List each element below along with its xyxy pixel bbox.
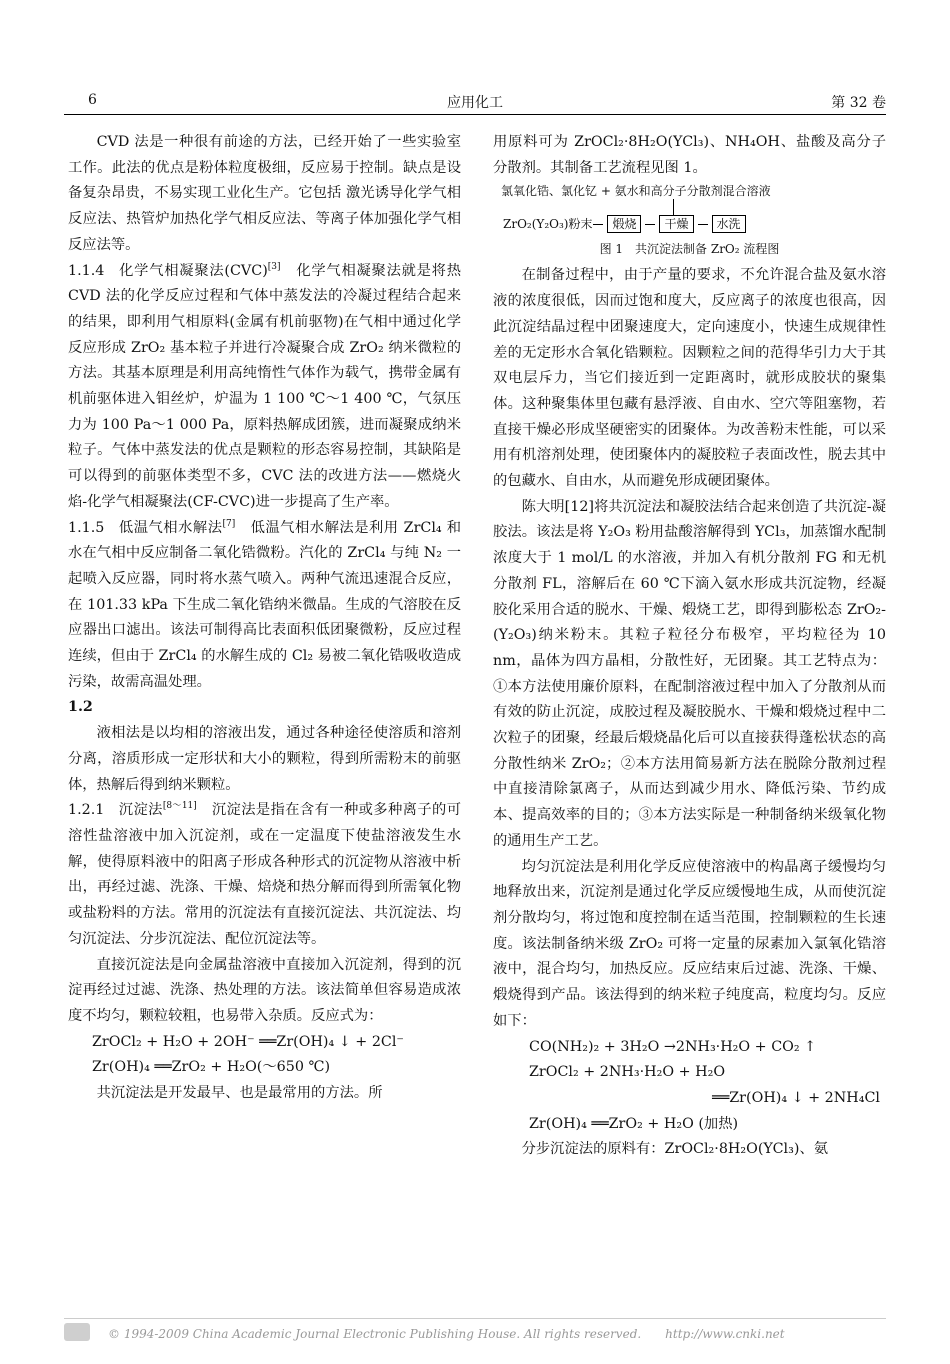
flowchart-connector	[673, 199, 674, 215]
section-title: 沉淀法	[118, 802, 163, 819]
flowchart-figure	[493, 181, 886, 263]
section-number: 1.1.5	[68, 519, 105, 536]
section-number: 1.1.4	[68, 262, 105, 279]
paragraph: CVD 法是一种很有前途的方法，已经开始了一些实验室工作。此法的优点是粉体粒度极细，反应易于控制。缺点是设备复杂昂贵，不易实现工业化生产。它包括 激光诱导化学气相反应法、热管炉加热化学气相反应法、等离子体加强化学气相反应法等。	[68, 134, 461, 253]
section-paragraph	[68, 259, 461, 516]
section-title: 低温气相水解法	[118, 519, 223, 536]
section-number: 1.2.1	[68, 802, 105, 819]
paragraph: 液相法是以均相的溶液出发，通过各种途径使溶质和溶剂分离，溶质形成一定形状和大小的颗粒，得到所需粉末的前驱体，热解后得到纳米颗粒。	[68, 725, 461, 793]
flowchart-arrow	[593, 224, 603, 225]
flowchart-steps	[503, 215, 749, 233]
flowchart-step-calcine: 煅烧	[607, 215, 641, 233]
section-body: 低温气相水解法是利用 ZrCl₄ 和水在气相中反应制备二氧化锆微粉。汽化的 ZrCl₄ 与纯 N₂ 一起喷入反应器，同时将水蒸气喷入。两种气流迅速混合反应，在 101.33 kPa 下生成二氧化锆纳米微晶。生成的气溶胶在反应器出口滤出。该法可制得高比表面积低团聚微粉，反应过程连续，但由于 ZrCl₄ 的水解生成的 Cl₂ 易被二氧化锆吸收造成污染，故需高温处理。	[68, 519, 462, 690]
section-body: 化学气相凝聚法就是将热 CVD 法的化学反应过程和气体中蒸发法的冷凝过程结合起来的结果，即利用气相原料(金属有机前驱物)在气相中通过化学反应形成 ZrO₂ 基本粒子并进行冷凝聚合成 ZrO₂ 纳米微粒的方法。其基本原理是利用高纯惰性气体作为载气，携带金属有机前驱体进入钼丝炉，炉温为 1 100 ℃～1 400 ℃，气氛压力为 100 Pa～1 000 Pa，原料热解成团簇，进而凝聚成纳米粒子。气体中蒸发法的优点是颗粒的形态容易控制，其缺陷是可以得到的前驱体类型不多，CVC 法的改进方法——燃烧火焰-化学气相凝聚法(CF-CVC)进一步提高了生产率。	[68, 262, 462, 510]
journal-title: 应用化工	[447, 95, 503, 111]
equation: ZrOCl₂ + 2NH₃·H₂O + H₂O	[529, 1064, 726, 1081]
paragraph: 在制备过程中，由于产量的要求，不允许混合盐及氨水溶液的浓度很低，因而过饱和度大，反应离子的浓度也很高，因此沉淀结晶过程中团聚速度大，定向速度小，快速生成规律性差的无定形水合氧化锆颗粒。因颗粒之间的范得华引力大于其双电层斥力，当它们接近到一定距离时，就形成胶状的聚集体。这种聚集体里包藏有悬浮液、自由水、空穴等阻塞物，若直接干燥必形成坚硬密实的团聚体。为改善粉末性能，可以采用有机溶剂处理，使团聚体内的凝胶粒子表面改性，脱去其中的包藏水、自由水，从而避免形成硬团聚体。	[493, 267, 886, 490]
footer	[64, 1318, 886, 1347]
section-paragraph	[68, 798, 461, 952]
citation-ref: [8～11]	[162, 801, 197, 812]
paragraph: 均匀沉淀法是利用化学反应使溶液中的构晶离子缓慢均匀地释放出来，沉淀剂是通过化学反应缓慢地生成，从而使沉淀剂分散均匀，将过饱和度控制在适当范围，控制颗粒的生长速度。该法制备纳米级 ZrO₂ 可将一定量的尿素加入氯氧化锆溶液中，混合均匀，加热反应。反应结束后过滤、洗涤、干燥、煅烧得到产品。该法得到的纳米粒子纯度高，粒度均匀。反应如下：	[493, 858, 886, 1029]
equation: CO(NH₂)₂ + 3H₂O →2NH₃·H₂O + CO₂ ↑	[529, 1038, 817, 1055]
page-header	[64, 92, 886, 115]
flowchart-output-label: ZrO₂(Y₂O₃)粉末	[503, 217, 593, 232]
equation: ══Zr(OH)₄ ↓ + 2NH₄Cl	[712, 1089, 880, 1106]
flowchart-arrow	[645, 224, 655, 225]
section-heading: 1.2	[68, 699, 93, 716]
paragraph: 用原料可为 ZrOCl₂·8H₂O(YCl₃)、NH₄OH、盐酸及高分子分散剂。其制备工艺流程见图 1。	[493, 134, 886, 176]
equation: Zr(OH)₄ ══ZrO₂ + H₂O (加热)	[529, 1115, 739, 1132]
citation-ref: [3]	[267, 261, 281, 272]
figure-caption: 图 1 共沉淀法制备 ZrO₂ 流程图	[599, 242, 780, 257]
page-number: 6	[88, 92, 97, 108]
left-column	[68, 130, 461, 1107]
paragraph: 分步沉淀法的原料有：ZrOCl₂·8H₂O(YCl₃)、氨	[521, 1141, 829, 1158]
copyright-notice: © 1994-2009 China Academic Journal Electronic Publishing House. All rights reserved. http://www.cnki.net	[108, 1327, 785, 1341]
flowchart-input-label: 氯氧化锆、氯化钇 + 氨水和高分子分散剂混合溶液	[501, 184, 771, 199]
section-body: 沉淀法是指在含有一种或多种离子的可溶性盐溶液中加入沉淀剂，或在一定温度下使盐溶液发生水解，使得原料液中的阳离子形成各种形式的沉淀物从溶液中析出，再经过滤、洗涤、干燥、焙烧和热分解而得到所需氧化物或盐粉料的方法。常用的沉淀法有直接沉淀法、共沉淀法、均匀沉淀法、分步沉淀法、配位沉淀法等。	[68, 802, 462, 947]
flowchart-arrow	[698, 224, 708, 225]
section-paragraph	[68, 516, 461, 696]
equation: ZrOCl₂ + H₂O + 2OH⁻ ══Zr(OH)₄ ↓ + 2Cl⁻	[92, 1033, 404, 1050]
cnki-logo	[64, 1323, 90, 1341]
section-title: 化学气相凝聚法(CVC)	[118, 262, 268, 279]
paragraph: 陈大明[12]将共沉淀法和凝胶法结合起来创造了共沉淀-凝胶法。该法是将 Y₂O₃ 粉用盐酸溶解得到 YCl₃，加蒸馏水配制浓度大于 1 mol/L 的水溶液，并加入有机分散剂 FG 和无机分散剂 FL，溶解后在 60 ℃下滴入氨水形成共沉淀物，经凝胶化采用合适的脱水、干燥、煅烧工艺，即得到膨松态 ZrO₂-(Y₂O₃)纳米粉末。其粒子粒径分布极窄，平均粒径为 10 nm，晶体为四方晶相，分散性好，无团聚。其工艺特点为：①本方法使用廉价原料，在配制溶液过程中加入了分散剂从而有效的防止沉淀，成胶过程及凝胶脱水、干燥和煅烧过程中二次粒子的团聚，经最后煅烧晶化后可以直接获得蓬松状态的高分散性纳米 ZrO₂；②本方法用简易新方法在脱除分散剂过程中直接清除氯离子，从而达到减少用水、降低污染、节约成本、提高效率的目的；③本方法实际是一种制备纳米级氧化物的通用生产工艺。	[493, 498, 886, 849]
paragraph: 直接沉淀法是向金属盐溶液中直接加入沉淀剂，得到的沉淀再经过过滤、洗涤、热处理的方法。该法简单但容易造成浓度不均匀，颗粒较粗，也易带入杂质。反应式为：	[68, 956, 461, 1024]
flowchart-step-wash: 水洗	[712, 215, 746, 233]
paragraph: 共沉淀法是开发最早、也是最常用的方法。所	[96, 1085, 383, 1102]
flowchart-step-dry: 干燥	[659, 215, 693, 233]
right-column	[493, 130, 886, 1163]
volume-label: 第 32 卷	[831, 95, 886, 111]
citation-ref: [7]	[222, 518, 236, 529]
equation: Zr(OH)₄ ══ZrO₂ + H₂O(～650 ℃)	[92, 1059, 331, 1076]
